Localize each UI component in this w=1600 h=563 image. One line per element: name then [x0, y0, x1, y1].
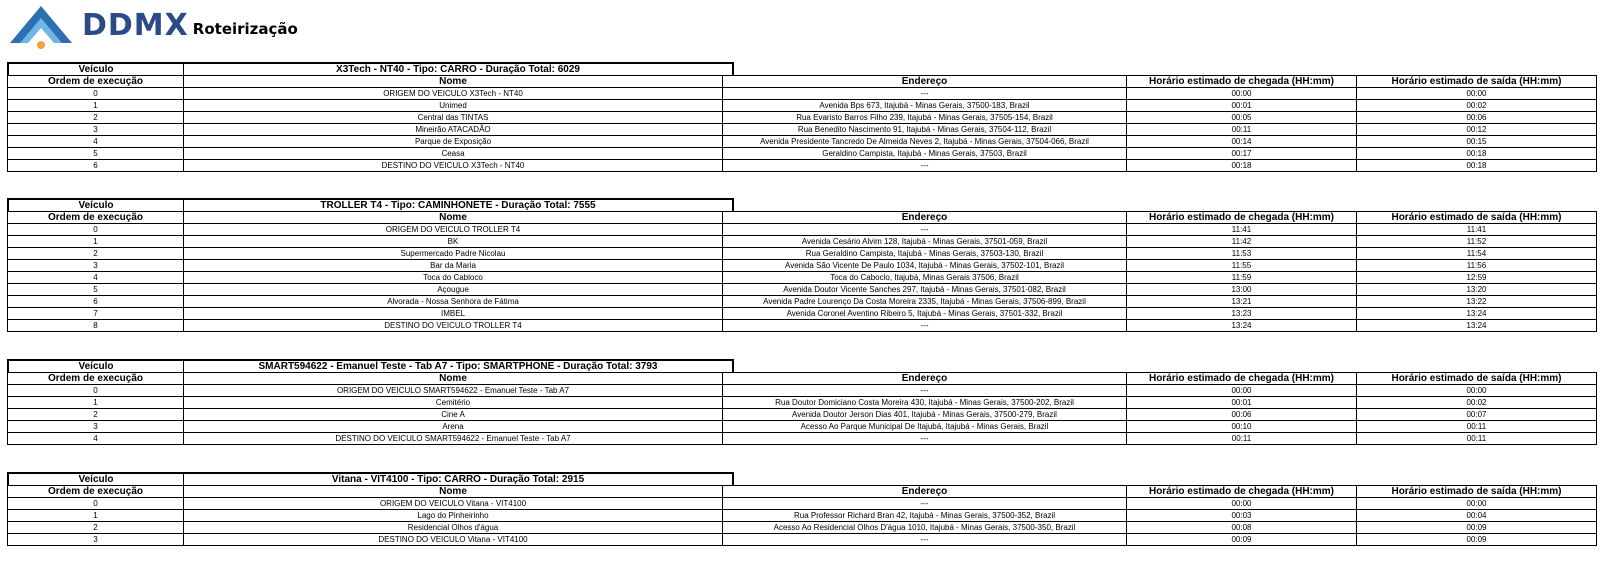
order-cell: 1 — [8, 236, 184, 248]
table-row — [8, 260, 1597, 272]
table-row — [8, 284, 1597, 296]
table-row — [8, 296, 1597, 308]
route-title: Vitana - VIT4100 - Tipo: CARRO - Duração Total: 2915 — [184, 472, 734, 485]
order-cell: 2 — [8, 409, 184, 421]
vehicle-label: Veículo — [7, 472, 184, 485]
arrival-cell: 00:09 — [1127, 534, 1357, 546]
table-row — [8, 421, 1597, 433]
column-header: Nome — [184, 212, 723, 224]
route-block — [7, 472, 1596, 546]
departure-cell: 00:18 — [1357, 148, 1597, 160]
address-cell: Rua Benedito Nascimento 91, Itajubá - Minas Gerais, 37504-112, Brazil — [723, 124, 1127, 136]
name-cell: DESTINO DO VEICULO SMART594622 - Emanuel Teste - Tab A7 — [184, 433, 723, 445]
arrival-cell: 00:18 — [1127, 160, 1357, 172]
order-cell: 0 — [8, 88, 184, 100]
order-cell: 1 — [8, 397, 184, 409]
column-header: Horário estimado de saída (HH:mm) — [1357, 212, 1597, 224]
departure-cell: 13:24 — [1357, 308, 1597, 320]
arrival-cell: 11:53 — [1127, 248, 1357, 260]
address-cell: Rua Doutor Domiciano Costa Moreira 430, Itajubá - Minas Gerais, 37500-202, Brazil — [723, 397, 1127, 409]
order-cell: 8 — [8, 320, 184, 332]
order-cell: 4 — [8, 433, 184, 445]
name-cell: Arena — [184, 421, 723, 433]
arrival-cell: 00:01 — [1127, 100, 1357, 112]
address-cell: Avenida Bps 673, Itajubá - Minas Gerais, 37500-183, Brazil — [723, 100, 1127, 112]
address-cell: --- — [723, 534, 1127, 546]
address-cell: --- — [723, 160, 1127, 172]
arrival-cell: 13:23 — [1127, 308, 1357, 320]
name-cell: DESTINO DO VEICULO Vitana - VIT4100 — [184, 534, 723, 546]
arrival-cell: 00:00 — [1127, 385, 1357, 397]
departure-cell: 00:02 — [1357, 397, 1597, 409]
name-cell: ORIGEM DO VEICULO X3Tech - NT40 — [184, 88, 723, 100]
arrival-cell: 11:42 — [1127, 236, 1357, 248]
arrival-cell: 00:01 — [1127, 397, 1357, 409]
column-header: Ordem de execução — [8, 212, 184, 224]
address-cell: --- — [723, 498, 1127, 510]
address-cell: Avenida São Vicente De Paulo 1034, Itajubá - Minas Gerais, 37502-101, Brazil — [723, 260, 1127, 272]
table-row — [8, 112, 1597, 124]
route-block — [7, 198, 1596, 332]
arrival-cell: 13:24 — [1127, 320, 1357, 332]
name-cell: IMBEL — [184, 308, 723, 320]
order-cell: 0 — [8, 385, 184, 397]
address-cell: Avenida Padre Lourenço Da Costa Moreira 2335, Itajubá - Minas Gerais, 37506-899, Brazil — [723, 296, 1127, 308]
route-title: SMART594622 - Emanuel Teste - Tab A7 - Tipo: SMARTPHONE - Duração Total: 3793 — [184, 359, 734, 372]
table-row — [8, 409, 1597, 421]
arrival-cell: 00:05 — [1127, 112, 1357, 124]
departure-cell: 11:56 — [1357, 260, 1597, 272]
departure-cell: 00:12 — [1357, 124, 1597, 136]
address-cell: Rua Geraldino Campista, Itajubá - Minas Gerais, 37503-130, Brazil — [723, 248, 1127, 260]
order-cell: 6 — [8, 296, 184, 308]
route-block — [7, 62, 1596, 172]
arrival-cell: 00:03 — [1127, 510, 1357, 522]
address-cell: Avenida Doutor Vicente Sanches 297, Itajubá - Minas Gerais, 37501-082, Brazil — [723, 284, 1127, 296]
stops-table — [7, 211, 1597, 332]
column-header: Nome — [184, 373, 723, 385]
order-cell: 0 — [8, 498, 184, 510]
departure-cell: 11:54 — [1357, 248, 1597, 260]
name-cell: Supermercado Padre Nicolau — [184, 248, 723, 260]
vehicle-label: Veículo — [7, 62, 184, 75]
order-cell: 6 — [8, 160, 184, 172]
name-cell: ORIGEM DO VEICULO TROLLER T4 — [184, 224, 723, 236]
name-cell: Residencial Olhos d'água — [184, 522, 723, 534]
departure-cell: 13:22 — [1357, 296, 1597, 308]
arrival-cell: 00:11 — [1127, 124, 1357, 136]
column-header: Endereço — [723, 373, 1127, 385]
table-row — [8, 248, 1597, 260]
table-row — [8, 160, 1597, 172]
name-cell: ORIGEM DO VEICULO Vitana - VIT4100 — [184, 498, 723, 510]
vehicle-label: Veículo — [7, 198, 184, 211]
departure-cell: 00:06 — [1357, 112, 1597, 124]
departure-cell: 12:59 — [1357, 272, 1597, 284]
name-cell: ORIGEM DO VEICULO SMART594622 - Emanuel Teste - Tab A7 — [184, 385, 723, 397]
column-header: Horário estimado de chegada (HH:mm) — [1127, 212, 1357, 224]
ddmx-logo-icon — [6, 3, 76, 49]
address-cell: Acesso Ao Residencial Olhos D'água 1010, Itajubá - Minas Gerais, 37500-350, Brazil — [723, 522, 1127, 534]
name-cell: Bar da Maria — [184, 260, 723, 272]
order-cell: 1 — [8, 510, 184, 522]
arrival-cell: 11:59 — [1127, 272, 1357, 284]
arrival-cell: 00:14 — [1127, 136, 1357, 148]
name-cell: Central das TINTAS — [184, 112, 723, 124]
route-title: TROLLER T4 - Tipo: CAMINHONETE - Duração Total: 7555 — [184, 198, 734, 211]
order-cell: 2 — [8, 248, 184, 260]
address-cell: --- — [723, 433, 1127, 445]
name-cell: Toca do Cabloco — [184, 272, 723, 284]
name-cell: Cemitério — [184, 397, 723, 409]
column-header: Nome — [184, 486, 723, 498]
column-header: Horário estimado de saída (HH:mm) — [1357, 486, 1597, 498]
route-block — [7, 359, 1596, 445]
departure-cell: 00:07 — [1357, 409, 1597, 421]
order-cell: 3 — [8, 260, 184, 272]
stops-table — [7, 485, 1597, 546]
table-row — [8, 534, 1597, 546]
column-header: Horário estimado de chegada (HH:mm) — [1127, 76, 1357, 88]
address-cell: Geraldino Campista, Itajubá - Minas Gerais, 37503, Brazil — [723, 148, 1127, 160]
address-cell: --- — [723, 88, 1127, 100]
table-row — [8, 510, 1597, 522]
table-row — [8, 224, 1597, 236]
name-cell: DESTINO DO VEICULO TROLLER T4 — [184, 320, 723, 332]
table-row — [8, 498, 1597, 510]
address-cell: --- — [723, 320, 1127, 332]
table-row — [8, 272, 1597, 284]
arrival-cell: 00:06 — [1127, 409, 1357, 421]
table-row — [8, 88, 1597, 100]
order-cell: 5 — [8, 148, 184, 160]
arrival-cell: 00:00 — [1127, 498, 1357, 510]
column-header: Ordem de execução — [8, 76, 184, 88]
order-cell: 3 — [8, 421, 184, 433]
table-row — [8, 100, 1597, 112]
table-row — [8, 385, 1597, 397]
address-cell: Avenida Doutor Jerson Dias 401, Itajubá - Minas Gerais, 37500-279, Brazil — [723, 409, 1127, 421]
table-row — [8, 397, 1597, 409]
arrival-cell: 13:21 — [1127, 296, 1357, 308]
departure-cell: 11:41 — [1357, 224, 1597, 236]
header — [6, 2, 298, 50]
arrival-cell: 00:00 — [1127, 88, 1357, 100]
order-cell: 4 — [8, 136, 184, 148]
order-cell: 2 — [8, 522, 184, 534]
name-cell: BK — [184, 236, 723, 248]
name-cell: DESTINO DO VEICULO X3Tech - NT40 — [184, 160, 723, 172]
arrival-cell: 13:00 — [1127, 284, 1357, 296]
table-row — [8, 136, 1597, 148]
table-row — [8, 320, 1597, 332]
stops-table — [7, 75, 1597, 172]
address-cell: --- — [723, 224, 1127, 236]
order-cell: 2 — [8, 112, 184, 124]
address-cell: Toca do Caboclo, Itajubá, Minas Gerais 37506, Brazil — [723, 272, 1127, 284]
address-cell: Acesso Ao Parque Municipal De Itajubá, Itajubá - Minas Gerais, Brazil — [723, 421, 1127, 433]
column-header: Ordem de execução — [8, 373, 184, 385]
name-cell: Alvorada - Nossa Senhora de Fátima — [184, 296, 723, 308]
order-cell: 5 — [8, 284, 184, 296]
departure-cell: 11:52 — [1357, 236, 1597, 248]
order-cell: 4 — [8, 272, 184, 284]
address-cell: Avenida Coronel Aventino Ribeiro 5, Itajubá - Minas Gerais, 37501-332, Brazil — [723, 308, 1127, 320]
table-row — [8, 148, 1597, 160]
product-name: Roteirização — [192, 20, 298, 38]
column-header: Horário estimado de saída (HH:mm) — [1357, 76, 1597, 88]
address-cell: Avenida Cesário Alvim 128, Itajubá - Minas Gerais, 37501-059, Brazil — [723, 236, 1127, 248]
table-row — [8, 124, 1597, 136]
departure-cell: 00:00 — [1357, 88, 1597, 100]
table-row — [8, 308, 1597, 320]
departure-cell: 00:04 — [1357, 510, 1597, 522]
arrival-cell: 00:10 — [1127, 421, 1357, 433]
name-cell: Parque de Exposição — [184, 136, 723, 148]
arrival-cell: 11:55 — [1127, 260, 1357, 272]
name-cell: Cine A — [184, 409, 723, 421]
departure-cell: 00:00 — [1357, 385, 1597, 397]
arrival-cell: 00:08 — [1127, 522, 1357, 534]
table-row — [8, 433, 1597, 445]
departure-cell: 13:20 — [1357, 284, 1597, 296]
name-cell: Ceasa — [184, 148, 723, 160]
stops-table — [7, 372, 1597, 445]
column-header: Horário estimado de chegada (HH:mm) — [1127, 373, 1357, 385]
address-cell: Rua Professor Richard Bran 42, Itajubá - Minas Gerais, 37500-352, Brazil — [723, 510, 1127, 522]
order-cell: 3 — [8, 124, 184, 136]
table-row — [8, 522, 1597, 534]
column-header: Nome — [184, 76, 723, 88]
table-row — [8, 236, 1597, 248]
departure-cell: 13:24 — [1357, 320, 1597, 332]
name-cell: Mineirão ATACADÃO — [184, 124, 723, 136]
departure-cell: 00:11 — [1357, 433, 1597, 445]
name-cell: Unimed — [184, 100, 723, 112]
address-cell: --- — [723, 385, 1127, 397]
column-header: Horário estimado de saída (HH:mm) — [1357, 373, 1597, 385]
brand-name: DDMX — [82, 8, 189, 43]
departure-cell: 00:09 — [1357, 534, 1597, 546]
name-cell: Lago do Pinheirinho — [184, 510, 723, 522]
order-cell: 7 — [8, 308, 184, 320]
arrival-cell: 00:17 — [1127, 148, 1357, 160]
column-header: Endereço — [723, 486, 1127, 498]
address-cell: Avenida Presidente Tancredo De Almeida Neves 2, Itajubá - Minas Gerais, 37504-066, Brazil — [723, 136, 1127, 148]
departure-cell: 00:18 — [1357, 160, 1597, 172]
column-header: Endereço — [723, 76, 1127, 88]
departure-cell: 00:02 — [1357, 100, 1597, 112]
departure-cell: 00:11 — [1357, 421, 1597, 433]
vehicle-label: Veículo — [7, 359, 184, 372]
order-cell: 1 — [8, 100, 184, 112]
route-title: X3Tech - NT40 - Tipo: CARRO - Duração Total: 6029 — [184, 62, 734, 75]
departure-cell: 00:09 — [1357, 522, 1597, 534]
arrival-cell: 00:11 — [1127, 433, 1357, 445]
column-header: Ordem de execução — [8, 486, 184, 498]
order-cell: 0 — [8, 224, 184, 236]
departure-cell: 00:15 — [1357, 136, 1597, 148]
order-cell: 3 — [8, 534, 184, 546]
departure-cell: 00:00 — [1357, 498, 1597, 510]
column-header: Horário estimado de chegada (HH:mm) — [1127, 486, 1357, 498]
column-header: Endereço — [723, 212, 1127, 224]
name-cell: Açougue — [184, 284, 723, 296]
address-cell: Rua Evaristo Barros Filho 239, Itajubá - Minas Gerais, 37505-154, Brazil — [723, 112, 1127, 124]
arrival-cell: 11:41 — [1127, 224, 1357, 236]
